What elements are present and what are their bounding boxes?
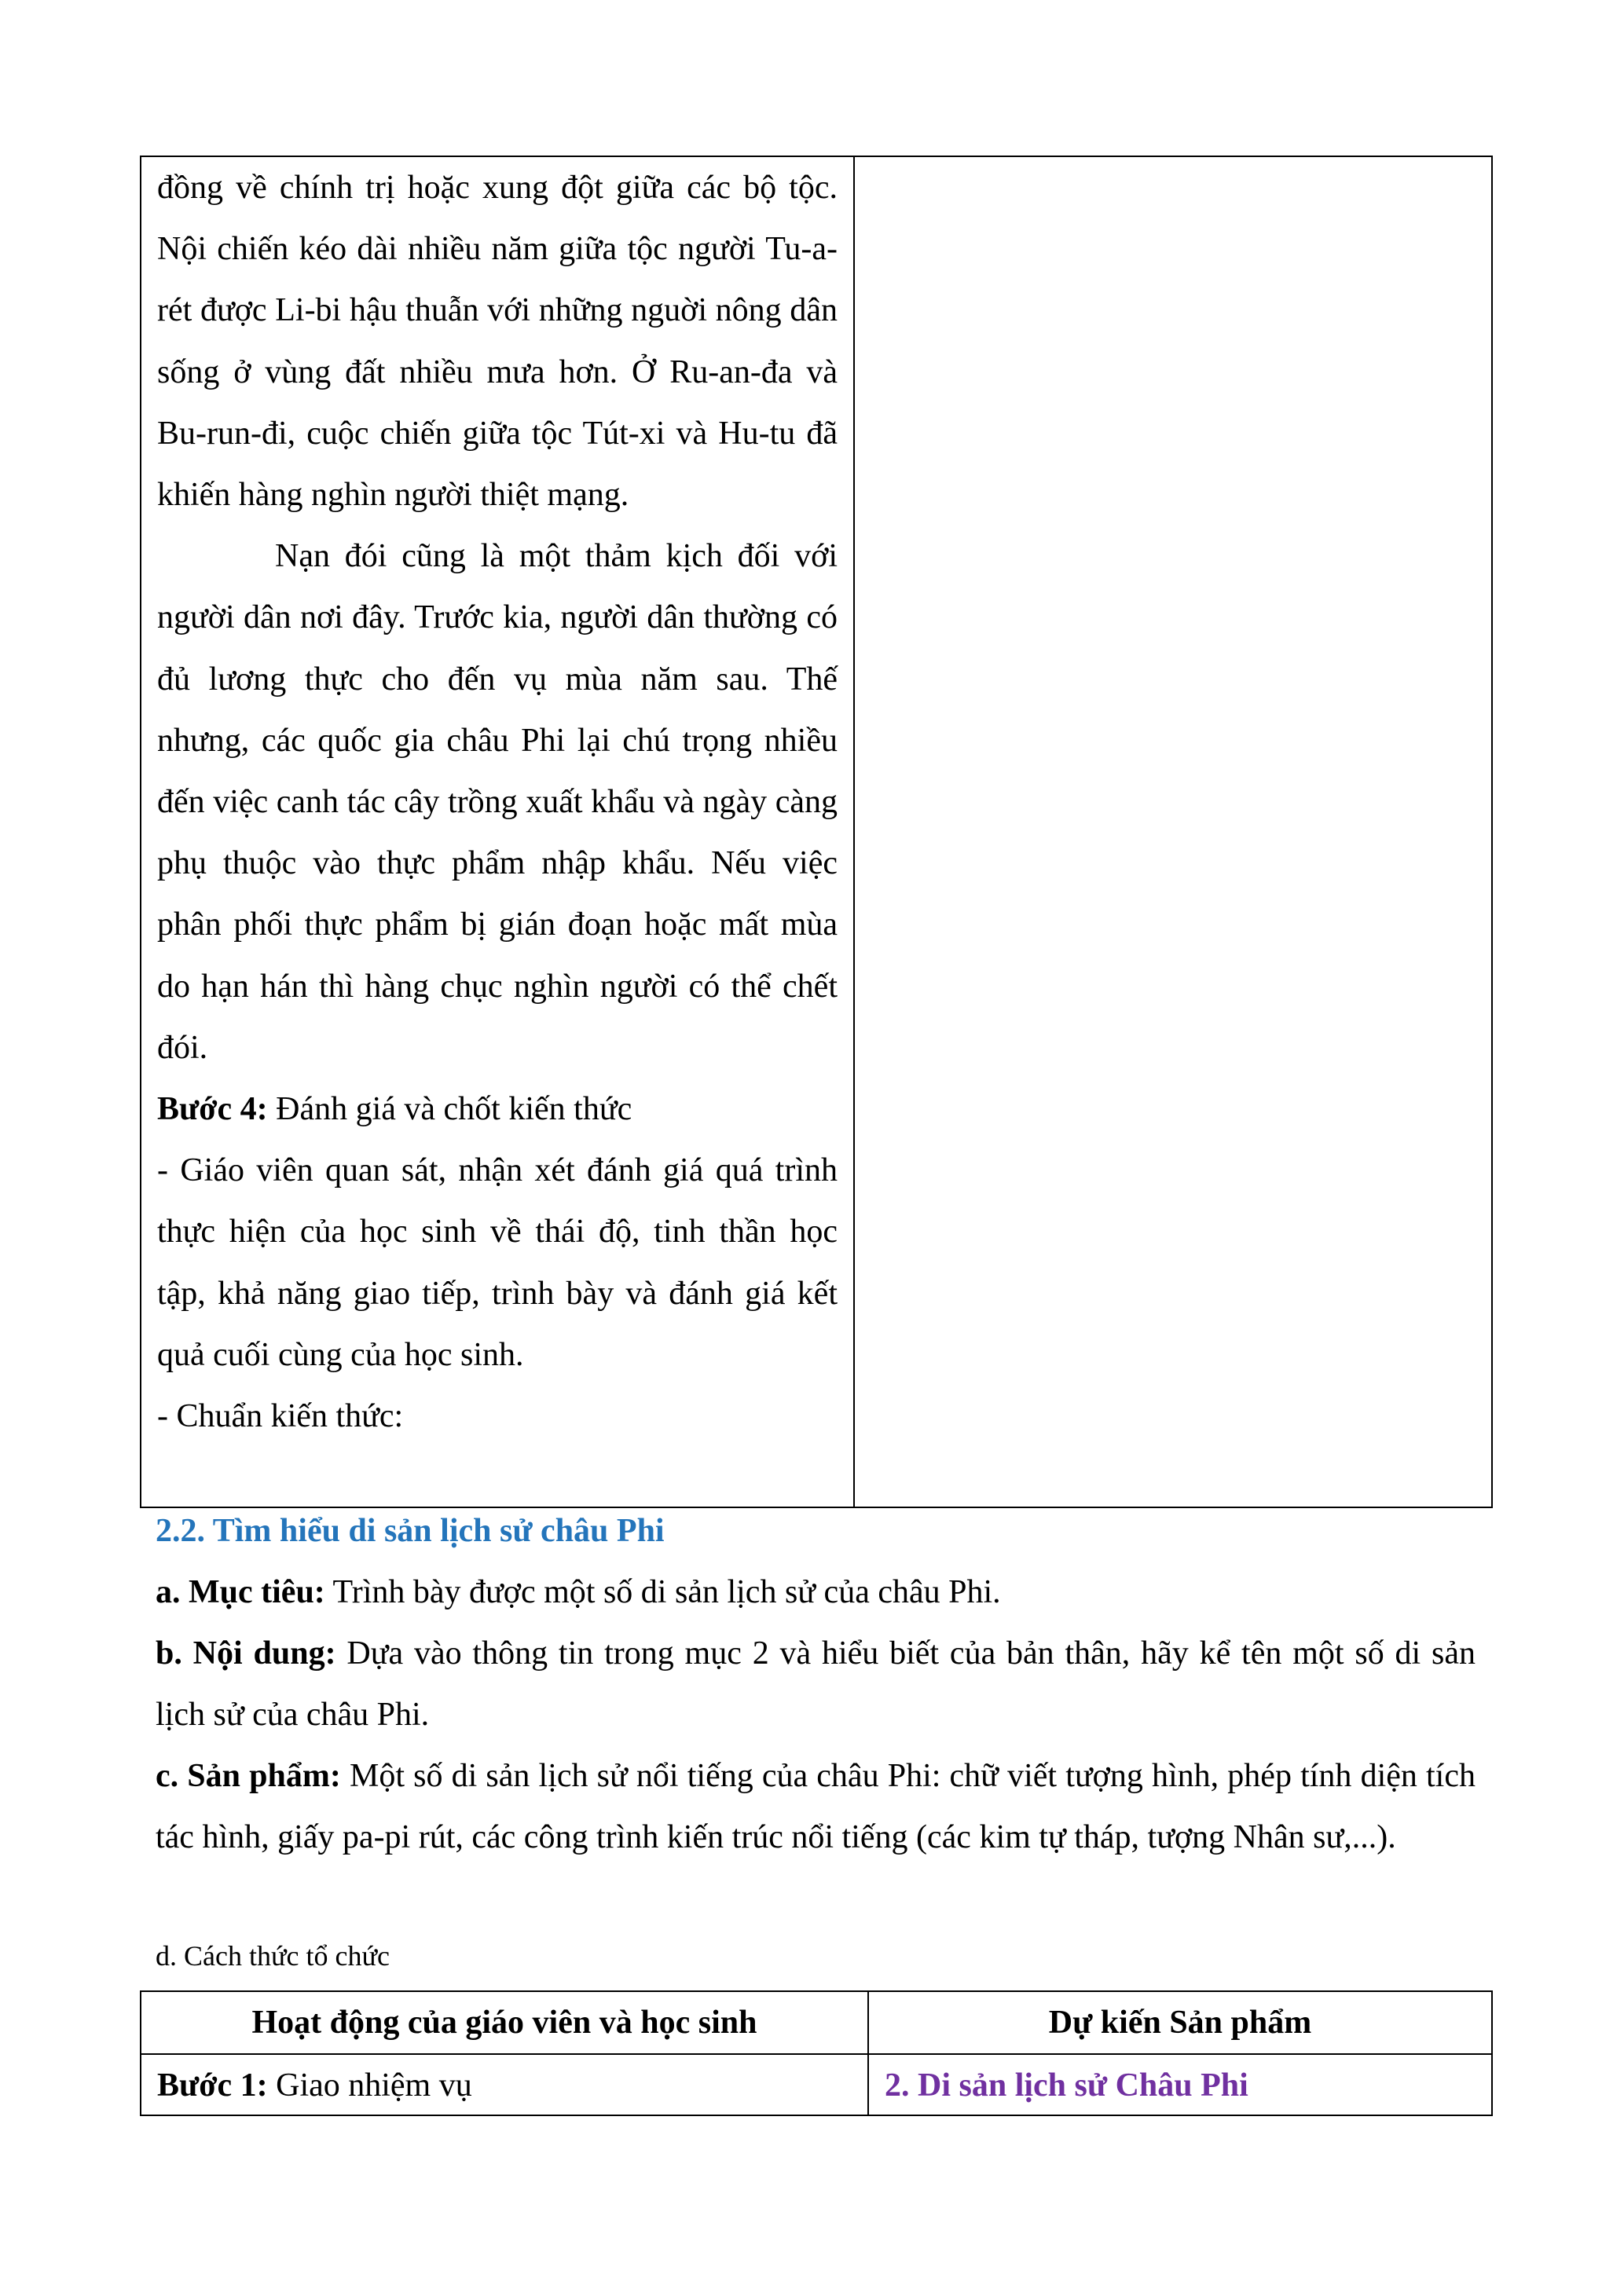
step4-text: Đánh giá và chốt kiến thức xyxy=(267,1091,632,1128)
organization-line: d. Cách thức tổ chức xyxy=(156,1940,390,1972)
header-activities: Hoạt động của giáo viên và học sinh xyxy=(251,2005,757,2041)
famine-paragraph: Nạn đói cũng là một thảm kịch đối với người dân nơi đây. Trước kia, người dân thường có đủ lương thực cho đến vụ mùa năm sau. Thế nhưng, các quốc gia châu Phi lại chú trọng nhiều đến việc canh tác cây trồng xuất khẩu và ngày càng phụ thuộc vào thực phẩm nhập khẩu. Nếu việc phân phối thực phẩm bị gián đoạn hoặc mất mùa do hạn hán thì hàng chục nghìn người có thể chết đói. xyxy=(157,538,838,1066)
conflict-paragraph: đồng về chính trị hoặc xung đột giữa các bộ tộc. Nội chiến kéo dài nhiều năm giữa tộc người Tu-a-rét được Li-bi hậu thuẫn với những nguời nông dân sống ở vùng đất nhiều mưa hơn. Ở Ru-an-đa và Bu-run-đi, cuộc chiến giữa tộc Tút-xi và Hu-tu đã khiến hàng nghìn người thiệt mạng. xyxy=(157,170,838,514)
product-title-cell: 2. Di sản lịch sử Châu Phi xyxy=(885,2067,1248,2104)
step1-cell xyxy=(157,2055,856,2116)
section-heading: 2.2. Tìm hiểu di sản lịch sử châu Phi xyxy=(156,1513,665,1549)
step1-label: Bước 1: xyxy=(157,2067,268,2104)
objective-text: Trình bày được một số di sản lịch sử của châu Phi. xyxy=(324,1574,1001,1610)
table-column-divider xyxy=(853,157,855,1507)
content-line xyxy=(156,1623,1476,1745)
product-line xyxy=(156,1745,1476,1868)
teacher-evaluation: - Giáo viên quan sát, nhận xét đánh giá quá trình thực hiện của học sinh về thái độ, tinh thần học tập, khả năng giao tiếp, trình bày và đánh giá kết quả cuối cùng của học sinh. xyxy=(157,1152,838,1373)
objective-line xyxy=(156,1562,1476,1623)
step4-label: Bước 4: xyxy=(157,1091,268,1128)
content-label: b. Nội dung: xyxy=(156,1635,336,1672)
product-label: c. Sản phẩm: xyxy=(156,1758,341,1794)
step4-line xyxy=(157,1078,838,1140)
step1-text: Giao nhiệm vụ xyxy=(267,2067,472,2104)
content-text: Dựa vào thông tin trong mục 2 và hiểu biết của bản thân, hãy kể tên một số di sản lịch sử của châu Phi. xyxy=(156,1635,1476,1734)
activity-table-continued xyxy=(140,156,1493,1508)
header-expected-product: Dự kiến Sản phẩm xyxy=(1048,2005,1312,2041)
organization-table xyxy=(140,1990,1493,2116)
standard-knowledge: - Chuẩn kiến thức: xyxy=(157,1398,404,1435)
activity-cell xyxy=(157,157,838,1447)
objective-label: a. Mục tiêu: xyxy=(156,1574,325,1610)
product-text: Một số di sản lịch sử nổi tiếng của châu Phi: chữ viết tượng hình, phép tính diện tích tác hình, giấy pa-pi rút, các công trình kiến trúc nổi tiếng (các kim tự tháp, tượng Nhân sư,...). xyxy=(156,1758,1476,1856)
